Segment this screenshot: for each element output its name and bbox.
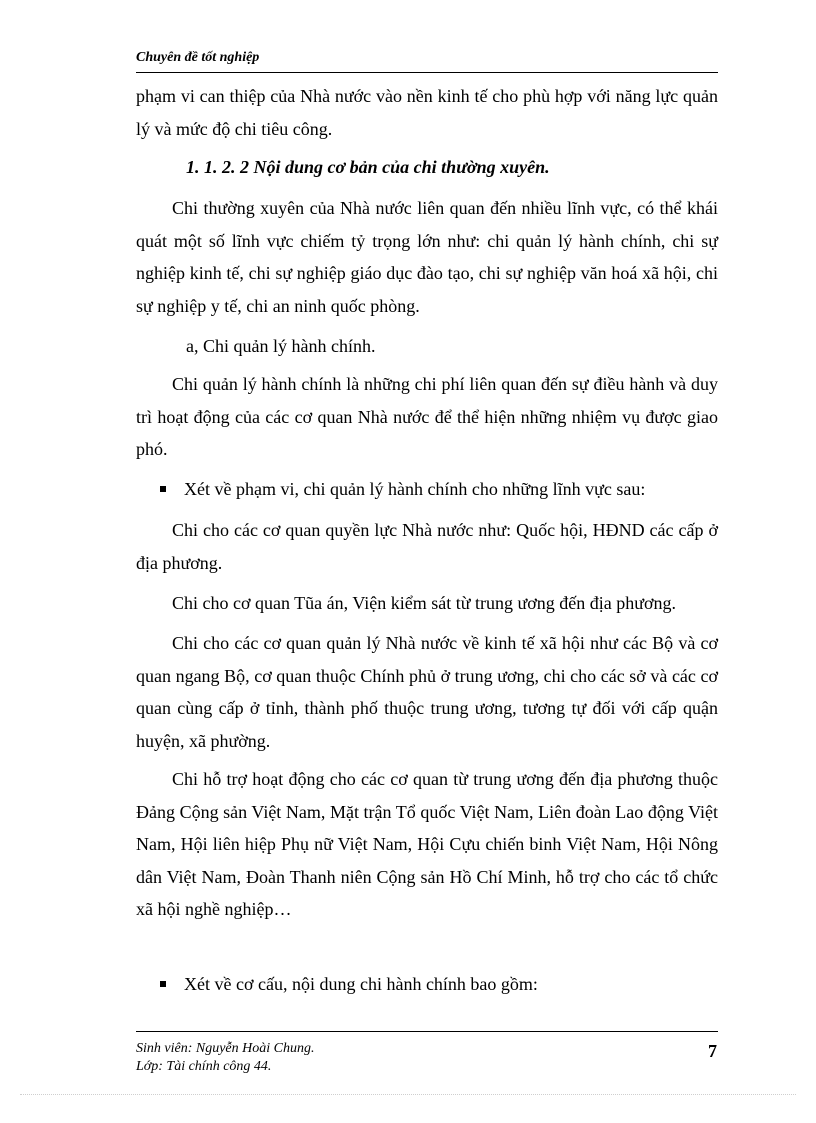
bullet-text: Xét về phạm vi, chi quản lý hành chính cho những lĩnh vực sau: <box>184 479 646 499</box>
paragraph-chi-quan-ly: Chi quản lý hành chính là những chi phí liên quan đến sự điều hành và duy trì hoạt động của các cơ quan Nhà nước để thể hiện những nhiệm vụ được giao phó. <box>136 374 718 459</box>
paragraph-quyen-luc: Chi cho các cơ quan quyền lực Nhà nước như: Quốc hội, HĐND các cấp ở địa phương. <box>136 520 718 573</box>
page-number: 7 <box>708 1041 717 1061</box>
bullet-item-pham-vi <box>160 479 645 500</box>
bullet-icon <box>160 981 166 987</box>
bullet-text: Xét về cơ cấu, nội dung chi hành chính bao gồm: <box>184 974 538 994</box>
page-header-title: Chuyên đề tốt nghiệp <box>136 50 260 65</box>
paragraph-quan-ly-nha-nuoc: Chi cho các cơ quan quản lý Nhà nước về kinh tế xã hội như các Bộ và cơ quan ngang Bộ, cơ quan thuộc Chính phủ ở trung ương, chi cho các sở và các cơ quan cùng cấp ở tỉnh, thành phố thuộc trung ương, tương tự đối với cấp quận huyện, xã phường. <box>136 633 718 751</box>
paragraph-ho-tro: Chi hỗ trợ hoạt động cho các cơ quan từ trung ương đến địa phương thuộc Đảng Cộng sản Việt Nam, Mặt trận Tổ quốc Việt Nam, Liên đoàn Lao động Việt Nam, Hội liên hiệp Phụ nữ Việt Nam, Hội Cựu chiến binh Việt Nam, Hội Nông dân Việt Nam, Đoàn Thanh niên Cộng sản Hồ Chí Minh, hỗ trợ cho các tổ chức xã hội nghề nghiệp… <box>136 769 718 919</box>
bullet-icon <box>160 486 166 492</box>
paragraph-tua-an: Chi cho cơ quan Tũa án, Viện kiểm sát từ trung ương đến địa phương. <box>172 593 676 613</box>
footer-rule <box>136 1031 718 1032</box>
bullet-item-co-cau <box>160 974 538 995</box>
footer-student: Sinh viên: Nguyễn Hoài Chung. <box>136 1041 315 1056</box>
page-bottom-dotted-line <box>20 1094 796 1095</box>
header-rule <box>136 72 718 73</box>
section-heading: 1. 1. 2. 2 Nội dung cơ bản của chi thường xuyên. <box>186 157 550 177</box>
footer-class: Lớp: Tài chính công 44. <box>136 1059 272 1074</box>
subsection-a: a, Chi quản lý hành chính. <box>186 336 376 356</box>
paragraph-chi-thuong-xuyen: Chi thường xuyên của Nhà nước liên quan đến nhiều lĩnh vực, có thể khái quát một số lĩnh vực chiếm tỷ trọng lớn như: chi quản lý hành chính, chi sự nghiệp kinh tế, chi sự nghiệp giáo dục đào tạo, chi sự nghiệp văn hoá xã hội, chi sự nghiệp y tế, chi an ninh quốc phòng. <box>136 198 718 316</box>
paragraph-continued: phạm vi can thiệp của Nhà nước vào nền kinh tế cho phù hợp với năng lực quản lý và mức độ chi tiêu công. <box>136 86 718 139</box>
